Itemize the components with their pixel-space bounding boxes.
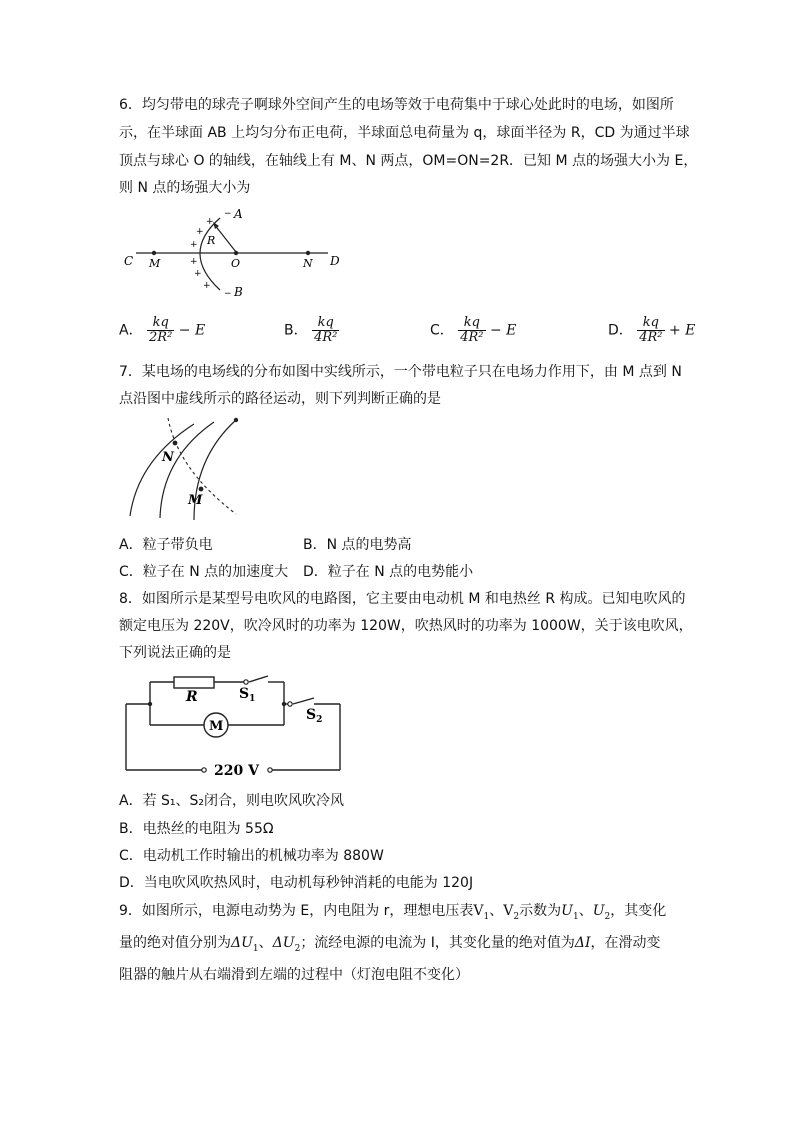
q6-label-n: N — [303, 257, 313, 270]
q7-label-m: M — [188, 493, 203, 508]
q6-option-a-den: 2R² — [149, 330, 173, 345]
q6-option-d-num: kq — [637, 316, 664, 331]
q6-option-b — [284, 316, 339, 345]
q9-u1: $U_1$ — [561, 903, 579, 922]
q6-plus-1: + — [206, 217, 214, 227]
q6-line-4: 则 N 点的场强大小为 — [119, 180, 251, 196]
q6-option-c-num: kq — [458, 316, 485, 331]
q8-motor-label: M — [209, 719, 224, 734]
q6-option-c-label: C． — [430, 322, 454, 339]
q9-sep-3: 、 — [258, 935, 273, 951]
q7-option-d: D．粒子在 N 点的电势能小 — [303, 564, 474, 580]
q6-hemisphere-figure — [118, 200, 358, 304]
q6-option-b-num: kq — [312, 316, 339, 331]
q6-minus-top: − — [224, 209, 232, 219]
q9-line-2-part-a: 量的绝对值分别为 — [119, 935, 231, 951]
q6-option-a-label: A． — [119, 322, 143, 339]
q8-label-s2: $S_2$ — [306, 707, 323, 725]
q9-line-2-part-c: ，在滑动变 — [590, 935, 661, 951]
q9-line-2 — [119, 934, 661, 958]
q9-line-3: 阻器的触片从右端滑到左端的过程中（灯泡电阻不变化） — [119, 967, 469, 983]
q8-label-s1: $S_1$ — [239, 686, 256, 704]
q8-line-3: 下列说法正确的是 — [119, 645, 231, 661]
q6-option-c — [430, 316, 516, 345]
q9-line-1-part-b: 示数为 — [519, 903, 562, 919]
q6-label-b: B — [234, 285, 243, 299]
q6-line-1: 6．均匀带电的球壳子啊球外空间产生的电场等效于电荷集中于球心处此时的电场，如图所 — [119, 97, 674, 113]
q6-option-b-fraction — [312, 316, 339, 345]
q6-option-d-fraction — [637, 316, 664, 345]
q6-label-m: M — [149, 257, 161, 270]
q7-option-b: B．N 点的电势高 — [303, 537, 412, 553]
q6-label-c: C — [124, 254, 134, 268]
q9-sep-2: 、 — [578, 903, 593, 919]
q9-line-1-part-c: ，其变化 — [610, 903, 667, 919]
q6-option-d-den: 4R² — [639, 330, 663, 345]
q9-v2: $V_2$ — [503, 903, 520, 922]
q6-option-a-after: − E — [178, 322, 206, 339]
q6-option-c-after: − E — [489, 322, 517, 339]
q7-option-c: C．粒子在 N 点的加速度大 — [119, 564, 289, 580]
q6-option-d-after: + E — [668, 322, 696, 339]
q9-line-1 — [119, 902, 666, 926]
q8-line-1: 8．如图所示是某型号电吹风的电路图，它主要由电动机 M 和电热丝 R 构成。已知电吹风的 — [119, 591, 686, 607]
q6-plus-2: + — [196, 227, 204, 237]
q6-line-2: 示，在半球面 AB 上均匀分布正电荷，半球面总电荷量为 q，球面半径为 R，CD 为通过半球 — [119, 125, 690, 141]
q6-option-d-label: D． — [608, 322, 633, 339]
q7-label-n: N — [162, 450, 174, 465]
q6-option-b-label: B． — [284, 322, 308, 339]
q6-option-a-fraction — [147, 316, 174, 345]
q6-plus-5: + — [194, 269, 202, 279]
q8-option-c: C．电动机工作时输出的机械功率为 880W — [119, 848, 384, 864]
q6-label-o: O — [231, 257, 241, 270]
q9-sep-1: 、 — [489, 903, 504, 919]
q6-option-d — [608, 316, 695, 345]
q9-du2: $\Delta U_2$ — [272, 935, 301, 954]
q8-voltage-label: 220 V — [214, 763, 259, 779]
q6-plus-6: + — [203, 281, 211, 291]
q6-label-a: A — [234, 207, 243, 221]
q6-option-b-den: 4R² — [314, 330, 338, 345]
q6-option-a-num: kq — [147, 316, 174, 331]
q9-line-1-part-a: 9．如图所示，电源电动势为 E，内电阻为 r，理想电压表 — [119, 903, 474, 919]
q6-minus-bottom: − — [224, 289, 232, 299]
q8-option-d: D．当电吹风吹热风时，电动机每秒钟消耗的电能为 120J — [119, 875, 474, 891]
q9-u2: $U_2$ — [592, 903, 611, 922]
q9-v1: $V_1$ — [473, 903, 490, 922]
q9-di: ΔI — [574, 935, 591, 951]
q7-line-2: 点沿图中虚线所示的路径运动，则下列判断正确的是 — [119, 391, 441, 407]
q8-line-2: 额定电压为 220V，吹冷风时的功率为 120W，吹热风时的功率为 1000W，关于该电吹风， — [119, 618, 693, 634]
q8-label-r: R — [186, 689, 198, 705]
q6-option-c-den: 4R² — [460, 330, 484, 345]
q7-field-lines-figure — [118, 410, 258, 522]
q6-label-d: D — [330, 254, 340, 268]
q6-plus-3: + — [190, 240, 198, 250]
q7-option-a: A．粒子带负电 — [119, 537, 213, 553]
q9-line-2-part-b: ；流经电源的电流为 I，其变化量的绝对值为 — [300, 935, 575, 951]
q8-circuit-figure — [118, 670, 350, 780]
q8-option-b: B．电热丝的电阻为 55Ω — [119, 821, 274, 837]
q7-line-1: 7．某电场的电场线的分布如图中实线所示，一个带电粒子只在电场力作用下，由 M 点到 N — [119, 364, 682, 380]
q6-option-c-fraction — [458, 316, 485, 345]
q6-label-r: R — [207, 234, 216, 247]
q6-plus-4: + — [190, 257, 198, 267]
q8-option-a: A．若 S₁、S₂闭合，则电吹风吹冷风 — [119, 793, 345, 809]
q6-option-a — [119, 316, 205, 345]
q6-line-3: 顶点与球心 O 的轴线，在轴线上有 M、N 两点，OM=ON=2R．已知 M 点的场强大小为 E， — [119, 153, 698, 169]
q9-du1: $\Delta U_1$ — [231, 935, 259, 954]
